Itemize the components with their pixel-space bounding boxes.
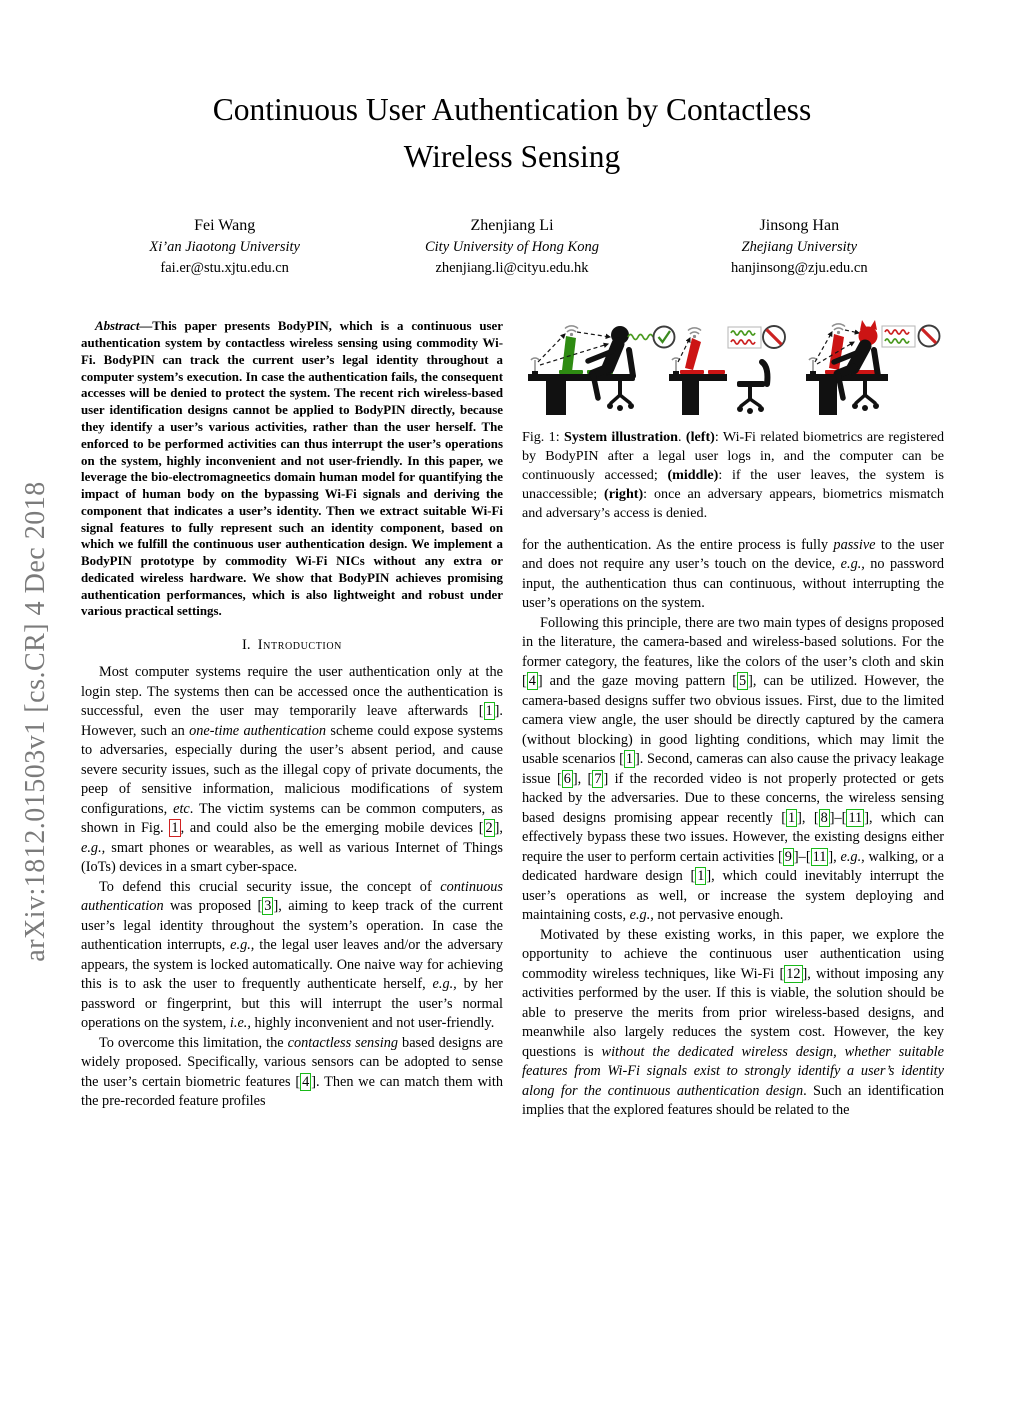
text-segment: ] if the recorded video is not properly protected or gets hacked by the adversaries. Due to these concerns, the wireless sensing based designs promising appear recently [ xyxy=(522,770,944,826)
text-segment: smart phones or wearables, as well as various Internet of Things (IoTs) devices in a smart cyber-space. xyxy=(81,839,503,876)
text-segment: . xyxy=(678,429,686,446)
text-segment: ]. Second, cameras can also cause the privacy leakage issue [ xyxy=(522,751,944,787)
no-entry-icon xyxy=(763,326,785,348)
citation-link[interactable]: 11 xyxy=(812,848,827,865)
waveform-box xyxy=(728,327,761,348)
paragraph xyxy=(81,878,503,1034)
figure-1 xyxy=(522,318,944,420)
text-segment: without the dedicated wireless design, whether suitable features from Wi-Fi signals exist to strongly identify a user’s identity along for the continuous authentication design xyxy=(522,1043,945,1099)
waveform-green xyxy=(628,335,653,340)
text-segment: . Such an identification implies that the explored features should be related to the xyxy=(522,1082,945,1119)
citation-link[interactable]: 1 xyxy=(485,703,493,720)
text-segment: walking, or a dedicated hardware design [ xyxy=(522,848,944,885)
text-segment: no password input, the authentication thus can continuous, without interrupting the user’s operations on the system. xyxy=(522,556,944,612)
section-title: Introduction xyxy=(257,637,342,654)
citation-link[interactable]: 11 xyxy=(848,809,863,826)
citation-link[interactable]: 6 xyxy=(563,770,571,787)
text-segment: ]. Then we can match them with the pre-recorded feature profiles xyxy=(81,1073,503,1110)
text-segment: not pervasive enough. xyxy=(653,907,784,924)
author-3 xyxy=(656,215,943,279)
figure-scene-adversary xyxy=(806,320,940,415)
paragraph xyxy=(522,614,944,926)
text-segment: Abstract xyxy=(95,319,140,334)
monitor-green xyxy=(559,336,583,374)
author-2 xyxy=(368,215,655,279)
text-segment: e.g., xyxy=(840,556,865,573)
left-column xyxy=(81,318,503,1111)
monitor-red xyxy=(680,338,704,374)
paper-title xyxy=(60,86,964,181)
text-segment: : Wi-Fi related biometrics are registered by BodyPIN after a legal user logs in, and the computer can be continuously accessed; xyxy=(522,429,944,484)
citation-link[interactable]: 1 xyxy=(788,809,796,826)
figure-scene-legal-user xyxy=(528,326,675,415)
text-segment: To defend this crucial security issue, the concept of xyxy=(99,878,441,895)
text-segment: System illustration xyxy=(564,429,678,446)
text-segment: ], aiming to keep track of the current user’s legal identity throughout the system’s operation. In case the authentication interrupts, xyxy=(81,898,503,954)
citation-link[interactable]: 7 xyxy=(594,770,602,787)
wifi-icon xyxy=(688,328,701,338)
text-segment: Following this principle, there are two main types of designs proposed in the literature, the camera-based and wireless-based solutions. For the former category, the features, like the colors of the user’s cloth and skin [ xyxy=(522,614,944,690)
author-email: zhenjiang.li@cityu.edu.hk xyxy=(435,259,589,276)
author-name: Fei Wang xyxy=(194,216,256,234)
text-segment: Motivated by these existing works, in this paper, we explore the opportunity to achieve the continuous user authentication using commodity wireless techniques, like Wi-Fi [ xyxy=(522,926,944,982)
text-segment: ], without imposing any activities performed by the user. If this is viable, the solution should be able to preserve the merits from prior wireless-based designs, and meanwhile also largely reduces the system cost. However, the key questions is xyxy=(522,965,945,1060)
author-name: Zhenjiang Li xyxy=(470,216,554,234)
text-segment: ], xyxy=(828,848,841,865)
author-block xyxy=(81,215,943,279)
citation-link[interactable]: 3 xyxy=(264,898,272,915)
text-segment: ]–[ xyxy=(829,809,847,826)
abstract xyxy=(81,318,503,620)
text-segment: etc xyxy=(173,800,190,817)
author-1 xyxy=(81,215,368,279)
citation-link[interactable]: 9 xyxy=(784,848,792,865)
citation-link[interactable]: 4 xyxy=(302,1073,310,1090)
author-affiliation: City University of Hong Kong xyxy=(424,239,599,256)
text-segment: (middle) xyxy=(667,467,719,484)
text-segment: e.g., xyxy=(840,848,865,865)
text-segment: , and could also be the emerging mobile devices [ xyxy=(180,820,484,837)
paper-page xyxy=(0,86,1024,1121)
text-segment: ], [ xyxy=(797,809,819,826)
text-segment: to the user and does not require any user’s touch on the device, xyxy=(522,536,944,573)
text-segment: continuous authentication xyxy=(81,878,503,915)
text-segment: : once an adversary appears, biometrics mismatch and adversary’s access is denied. xyxy=(522,486,944,521)
citation-link[interactable]: 4 xyxy=(528,673,536,690)
desk xyxy=(669,374,727,415)
text-segment: the legal user leaves and/or the adversary appears, the system is locked automatically. One naive way for achieving this is to ask the user to frequently authenticate herself, xyxy=(81,937,503,993)
section-number: I. xyxy=(242,637,251,654)
text-segment: (left) xyxy=(685,429,715,446)
text-segment: contactless sensing xyxy=(287,1034,399,1051)
citation-link[interactable]: 5 xyxy=(738,673,747,690)
text-segment: —This paper presents BodyPIN, which is a continuous user authentication system by contactless wireless sensing using commodity Wi-Fi. BodyPIN can track the current user’s legal identity throughout a computer system’s execution. In case the authentication fails, the consequent accesses will be denied to protect the system. The recent rich wireless-based user identification designs cannot be applied to BodyPIN directly, because they identify a user’s various activities, rather than the user herself. The enforced to be performed activities can thus interrupt the user’s operations on the system, highly inconvenient and not user-friendly. In this paper, we leverage the bio-electromagneetics domain human model for quantifying the impact of human body on the bypassing Wi-Fi signals and deriving the component that indicates a user’s identity. Then we extract suitable Wi-Fi signal features to fully represent such an identity component, based on which we fulfill the continuous user authentication design. We implement a BodyPIN prototype by commodity Wi-Fi NICs without any extra or dedicated wireless hardware. We show that BodyPIN achieves promising authentication performances, which is also lightweight and robust under various practical settings. xyxy=(81,319,503,619)
author-email: hanjinsong@zju.edu.cn xyxy=(731,259,868,276)
arxiv-banner: arXiv:1812.01503v1 [cs.CR] 4 Dec 2018 xyxy=(20,481,51,962)
text-segment: by her password or fingerprint, but this will interrupt the user’s normal operations on the system, xyxy=(81,976,503,1032)
empty-chair xyxy=(737,362,767,414)
paragraph xyxy=(522,926,944,1121)
text-segment: To overcome this limitation, the xyxy=(99,1034,288,1051)
text-segment: ], [ xyxy=(572,770,593,787)
citation-link[interactable]: 2 xyxy=(485,820,493,837)
no-entry-icon xyxy=(919,326,940,347)
text-segment: i.e., xyxy=(229,1015,251,1032)
paragraph xyxy=(81,663,503,878)
text-segment: was proposed [ xyxy=(163,898,263,915)
text-segment: e.g., xyxy=(629,907,654,924)
text-segment: for the authentication. As the entire process is fully xyxy=(522,536,834,553)
paragraph xyxy=(81,1034,503,1112)
citation-link[interactable]: 1 xyxy=(697,868,705,885)
citation-link[interactable]: 12 xyxy=(786,965,801,982)
two-column-body xyxy=(81,318,943,1120)
text-segment: scheme could expose systems to adversaries, especially during the user’s absent period, and cause severe security issues, such as the illegal copy of private documents, the peep of sensitive information, malicious modifications of system configurations, xyxy=(81,722,504,817)
figure-ref-link[interactable]: 1 xyxy=(171,820,179,837)
text-segment: Most computer systems require the user authentication only at the login step. The systems then can be accessed once the authentication is successful, even the user may temporarily leave afterwards [ xyxy=(81,664,503,720)
text-segment: highly inconvenient and not user-friendly. xyxy=(250,1015,495,1032)
keyboard-red xyxy=(708,370,725,374)
text-segment: ] and the gaze moving pattern [ xyxy=(537,673,737,690)
text-segment: . The victim systems can be common computers, as shown in Fig. xyxy=(81,800,503,837)
title-line-1: Continuous User Authentication by Contactless xyxy=(212,92,812,127)
figure-caption xyxy=(522,428,944,522)
figure-scene-user-absent xyxy=(669,326,785,415)
author-email: fai.er@stu.xjtu.edu.cn xyxy=(160,259,289,276)
citation-link[interactable]: 1 xyxy=(625,751,634,768)
wifi-icon xyxy=(565,326,578,336)
text-segment: ], which could inevitably interrupt the user’s operations as well, or increase the system deploying and maintaining costs, xyxy=(522,868,944,924)
title-line-2: Wireless Sensing xyxy=(403,139,621,175)
text-segment: : if the user leaves, the system is unaccessible; xyxy=(522,467,944,502)
author-affiliation: Zhejiang University xyxy=(741,239,858,256)
text-segment: ], can be utilized. However, the camera-based designs suffer two obvious issues. First, due to the limited camera view angle, the user should be directly captured by the camera (without blocking) in good lighting conditions, which may limit the usable scenarios [ xyxy=(522,673,944,768)
check-icon xyxy=(654,327,675,348)
text-segment: Fig. 1: xyxy=(522,429,565,446)
waveform-box xyxy=(882,326,915,347)
text-segment: based designs are widely proposed. Specifically, various sensors can be adopted to sense the user’s certain biometric features [ xyxy=(81,1034,503,1090)
text-segment: (right) xyxy=(604,486,644,502)
system-illustration-figure xyxy=(522,318,944,420)
text-segment: e.g., xyxy=(81,839,106,856)
section-heading-introduction xyxy=(81,637,503,654)
text-segment: e.g., xyxy=(230,937,255,954)
author-affiliation: Xi’an Jiaotong University xyxy=(149,239,300,256)
citation-link[interactable]: 8 xyxy=(820,809,828,826)
author-name: Jinsong Han xyxy=(759,216,840,234)
antenna-icon xyxy=(531,358,539,375)
right-column xyxy=(522,318,944,1120)
text-segment: one-time authentication xyxy=(189,722,327,739)
text-segment: e.g., xyxy=(432,976,457,993)
text-segment: ]–[ xyxy=(793,848,811,865)
text-segment: ], which can effectively bypass these two issues. However, the existing designs either require the user to perform certain activities [ xyxy=(522,809,945,865)
paragraph xyxy=(522,536,944,614)
text-segment: passive xyxy=(833,536,876,553)
text-segment: ]. However, such an xyxy=(81,703,503,739)
text-segment: ], xyxy=(494,820,503,837)
wifi-icon xyxy=(832,324,845,334)
